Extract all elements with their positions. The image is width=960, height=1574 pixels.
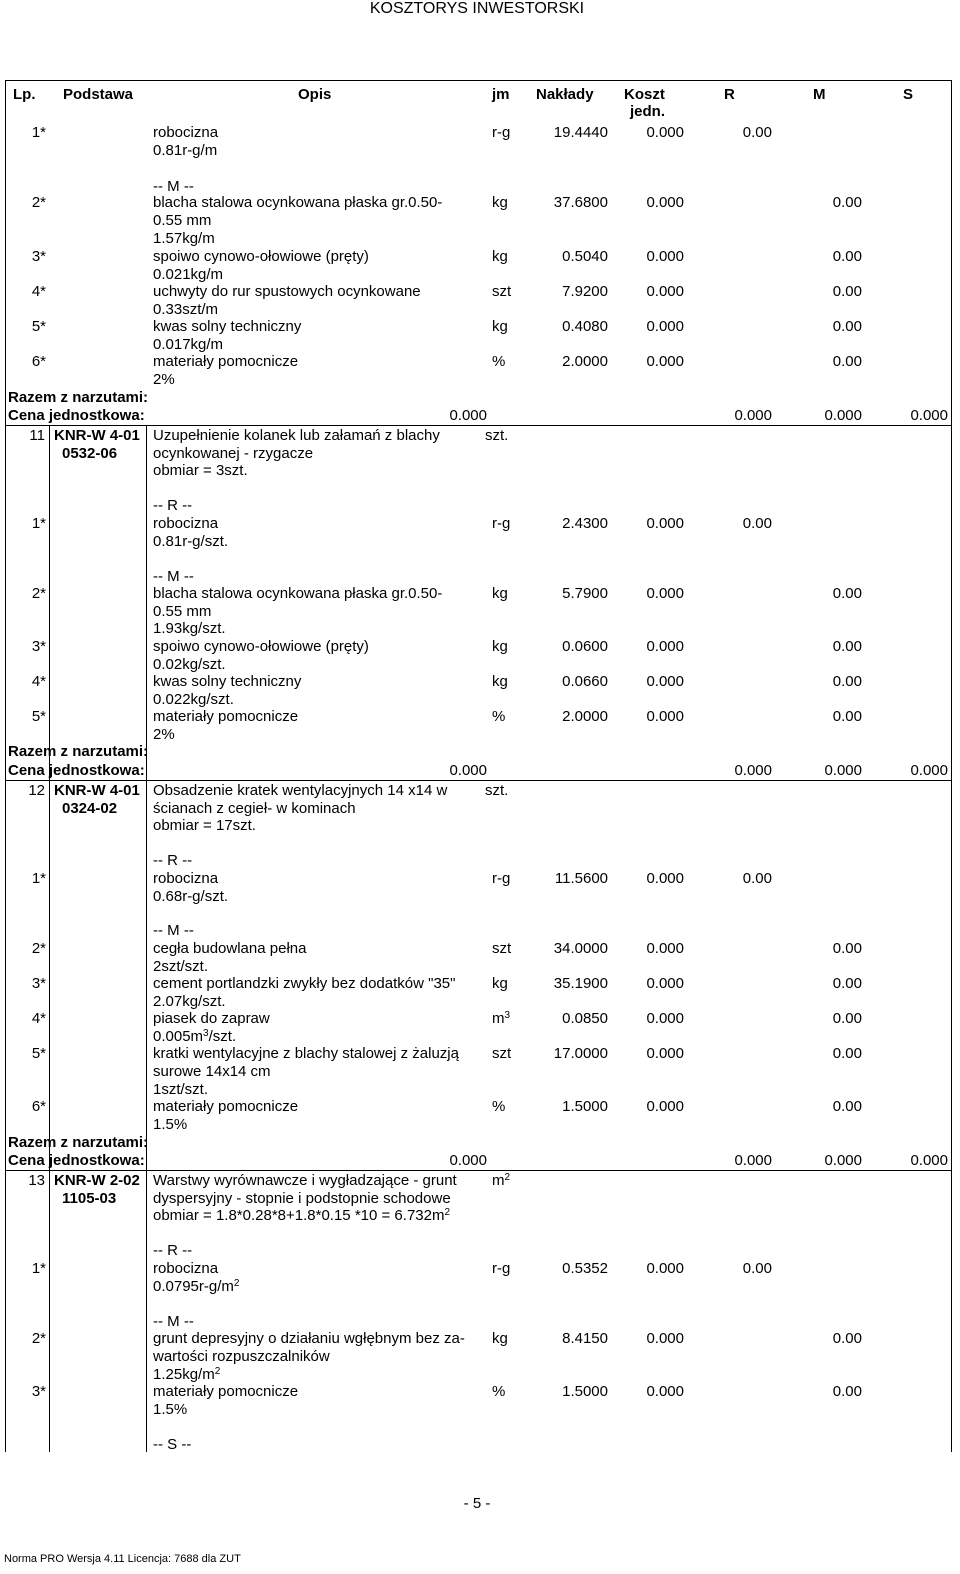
item-unit-cost: 0.000 [646, 318, 684, 335]
superscript: 3 [504, 1010, 511, 1021]
position-number: 13 [28, 1172, 45, 1189]
section-m-label: -- M -- [153, 1313, 194, 1330]
cena-m: 0.000 [824, 407, 862, 424]
item-unit [492, 1010, 510, 1028]
item-r-value: 0.00 [742, 124, 772, 141]
item-norm [153, 1366, 220, 1384]
item-unit-cost: 0.000 [646, 870, 684, 887]
unit-base: m [492, 1010, 505, 1027]
cena-label: Cena jednostkowa: [8, 762, 145, 779]
item-unit: kg [492, 673, 508, 690]
item-unit: r-g [492, 870, 511, 887]
item-description: spoiwo cynowo-ołowiowe (pręty) [153, 638, 369, 655]
superscript: 2 [504, 1172, 511, 1183]
item-unit-cost: 0.000 [646, 708, 684, 725]
item-quantity: 2.0000 [562, 708, 608, 725]
cena-label: Cena jednostkowa: [8, 1152, 145, 1169]
item-description: materiały pomocnicze [153, 1098, 299, 1115]
position-code: KNR-W 4-01 [54, 782, 140, 799]
item-unit: r-g [492, 1260, 511, 1277]
item-norm: 1.93kg/szt. [153, 620, 226, 637]
item-norm: 0.021kg/m [153, 266, 224, 283]
cena-s: 0.000 [910, 407, 948, 424]
item-m-value: 0.00 [832, 708, 862, 725]
item-quantity: 1.5000 [562, 1383, 608, 1400]
item-description: robocizna [153, 124, 219, 141]
item-quantity: 0.0600 [562, 638, 608, 655]
item-quantity: 0.0850 [562, 1010, 608, 1027]
item-unit: kg [492, 194, 508, 211]
item-norm: 0.81r-g/szt. [153, 533, 229, 550]
item-quantity: 0.5040 [562, 248, 608, 265]
position-code-detail: 0324-02 [62, 800, 118, 817]
item-description: grunt depresyjny o działaniu wgłębnym bez za- [153, 1330, 465, 1347]
item-quantity: 0.0660 [562, 673, 608, 690]
item-unit-cost: 0.000 [646, 1260, 684, 1277]
item-norm: 1.57kg/m [153, 230, 215, 247]
item-norm: 0.02kg/szt. [153, 656, 226, 673]
item-unit: % [492, 353, 506, 370]
position-measurement: obmiar = 17szt. [153, 817, 256, 834]
razem-label: Razem z narzutami: [8, 743, 149, 760]
item-m-value: 0.00 [832, 1330, 862, 1347]
item-quantity: 2.4300 [562, 515, 608, 532]
col-opis: Opis [298, 86, 332, 103]
item-unit: r-g [492, 515, 511, 532]
item-unit-cost: 0.000 [646, 673, 684, 690]
item-lp: 6* [31, 1098, 46, 1115]
column-divider [49, 425, 50, 1452]
item-unit-cost: 0.000 [646, 585, 684, 602]
item-m-value: 0.00 [832, 353, 862, 370]
item-lp: 1* [31, 1260, 46, 1277]
item-norm: 0.68r-g/szt. [153, 888, 229, 905]
item-description: blacha stalowa ocynkowana płaska gr.0.50- [153, 194, 443, 211]
item-quantity: 1.5000 [562, 1098, 608, 1115]
item-norm: 2szt/szt. [153, 958, 209, 975]
item-norm-value: 1.25kg/m [153, 1366, 215, 1383]
position-number: 12 [28, 782, 45, 799]
item-unit-cost: 0.000 [646, 194, 684, 211]
item-description: piasek do zapraw [153, 1010, 270, 1027]
position-unit: szt. [485, 782, 509, 799]
item-lp: 2* [31, 194, 46, 211]
item-norm: 1szt/szt. [153, 1081, 209, 1098]
position-measurement: obmiar = 3szt. [153, 462, 248, 479]
item-m-value: 0.00 [832, 283, 862, 300]
section-r-label: -- R -- [153, 1242, 193, 1259]
item-quantity: 5.7900 [562, 585, 608, 602]
col-m: M [813, 86, 826, 103]
item-r-value: 0.00 [742, 870, 772, 887]
item-quantity: 0.4080 [562, 318, 608, 335]
position-description: ścianach z cegieł- w kominach [153, 800, 356, 817]
item-lp: 1* [31, 870, 46, 887]
item-norm: 0.33szt/m [153, 301, 219, 318]
page-number: - 5 - [463, 1495, 491, 1512]
item-unit-cost: 0.000 [646, 248, 684, 265]
section-s-label: -- S -- [153, 1436, 192, 1453]
item-unit: kg [492, 318, 508, 335]
position-description: Warstwy wyrównawcze i wygładzające - grunt [153, 1172, 457, 1189]
item-lp: 2* [31, 940, 46, 957]
col-koszt-jedn: jedn. [630, 103, 666, 120]
position-unit [492, 1172, 510, 1190]
item-unit-cost: 0.000 [646, 1098, 684, 1115]
row-divider [5, 780, 952, 781]
item-lp: 6* [31, 353, 46, 370]
item-lp: 4* [31, 1010, 46, 1027]
position-code: KNR-W 4-01 [54, 427, 140, 444]
cena-m: 0.000 [824, 762, 862, 779]
item-unit: szt [492, 283, 512, 300]
item-m-value: 0.00 [832, 318, 862, 335]
page-header: KOSZTORYS INWESTORSKI [369, 0, 585, 17]
item-unit-cost: 0.000 [646, 353, 684, 370]
item-unit: kg [492, 638, 508, 655]
item-norm: 0.017kg/m [153, 336, 224, 353]
item-unit: kg [492, 248, 508, 265]
item-norm [153, 1278, 239, 1296]
item-quantity: 17.0000 [553, 1045, 608, 1062]
item-norm-unit: /szt. [208, 1028, 237, 1045]
item-r-value: 0.00 [742, 515, 772, 532]
superscript: 2 [214, 1366, 221, 1377]
item-quantity: 2.0000 [562, 353, 608, 370]
cena-s: 0.000 [910, 1152, 948, 1169]
cena-total: 0.000 [449, 1152, 487, 1169]
unit-base: m [492, 1172, 505, 1189]
item-unit-cost: 0.000 [646, 1383, 684, 1400]
item-lp: 1* [31, 515, 46, 532]
item-description: cement portlandzki zwykły bez dodatków "35" [153, 975, 456, 992]
row-divider [5, 425, 952, 426]
item-unit: % [492, 708, 506, 725]
cena-r: 0.000 [734, 407, 772, 424]
section-m-label: -- M -- [153, 178, 194, 195]
item-m-value: 0.00 [832, 975, 862, 992]
position-code: KNR-W 2-02 [54, 1172, 140, 1189]
item-description: robocizna [153, 1260, 219, 1277]
item-quantity: 0.5352 [562, 1260, 608, 1277]
item-quantity: 11.5600 [554, 870, 608, 887]
item-unit-cost: 0.000 [646, 1045, 684, 1062]
item-description: materiały pomocnicze [153, 1383, 299, 1400]
superscript: 2 [233, 1278, 240, 1289]
col-naklady: Nakłady [536, 86, 594, 103]
col-s: S [903, 86, 914, 103]
item-quantity: 35.1900 [553, 975, 608, 992]
position-description: Obsadzenie kratek wentylacyjnych 14 x14 w [153, 782, 448, 799]
section-m-label: -- M -- [153, 568, 194, 585]
item-lp: 2* [31, 585, 46, 602]
col-r: R [724, 86, 735, 103]
item-description: kratki wentylacyjne z blachy stalowej z żaluzją [153, 1045, 459, 1062]
item-lp: 3* [31, 248, 46, 265]
item-m-value: 0.00 [832, 638, 862, 655]
item-unit-cost: 0.000 [646, 1010, 684, 1027]
item-lp: 3* [31, 975, 46, 992]
item-norm: 1.5% [153, 1401, 188, 1418]
col-koszt: Koszt [624, 86, 665, 103]
position-description: ocynkowanej - rzygacze [153, 445, 314, 462]
item-norm: 1.5% [153, 1116, 188, 1133]
position-description: Uzupełnienie kolanek lub załamań z blachy [153, 427, 440, 444]
item-lp: 5* [31, 318, 46, 335]
col-lp: Lp. [13, 86, 36, 103]
item-norm-value: 0.005m [153, 1028, 204, 1045]
item-m-value: 0.00 [832, 248, 862, 265]
section-r-label: -- R -- [153, 852, 193, 869]
item-description: kwas solny techniczny [153, 318, 302, 335]
item-lp: 3* [31, 638, 46, 655]
position-code-detail: 1105-03 [62, 1190, 117, 1207]
item-description: robocizna [153, 515, 219, 532]
item-norm: 2.07kg/szt. [153, 993, 226, 1010]
item-lp: 2* [31, 1330, 46, 1347]
position-code-detail: 0532-06 [62, 445, 118, 462]
item-lp: 1* [31, 124, 46, 141]
item-norm: 2% [153, 371, 175, 388]
item-description: uchwyty do rur spustowych ocynkowane [153, 283, 421, 300]
table-top-border [5, 80, 952, 81]
item-m-value: 0.00 [832, 1383, 862, 1400]
item-unit: % [492, 1383, 506, 1400]
item-unit-cost: 0.000 [646, 940, 684, 957]
superscript: 3 [203, 1028, 209, 1039]
item-m-value: 0.00 [832, 1045, 862, 1062]
cena-r: 0.000 [734, 1152, 772, 1169]
item-unit-cost: 0.000 [646, 515, 684, 532]
item-norm: 0.55 mm [153, 603, 212, 620]
item-description: blacha stalowa ocynkowana płaska gr.0.50- [153, 585, 443, 602]
item-unit-cost: 0.000 [646, 975, 684, 992]
item-m-value: 0.00 [832, 194, 862, 211]
item-norm-value: 0.0795r-g/m [153, 1278, 234, 1295]
razem-label: Razem z narzutami: [8, 389, 149, 406]
cena-total: 0.000 [449, 762, 487, 779]
item-unit-cost: 0.000 [646, 124, 684, 141]
item-unit: kg [492, 585, 508, 602]
item-lp: 3* [31, 1383, 46, 1400]
item-quantity: 37.6800 [553, 194, 608, 211]
superscript: 2 [444, 1207, 451, 1218]
item-m-value: 0.00 [832, 585, 862, 602]
item-description: robocizna [153, 870, 219, 887]
item-quantity: 19.4440 [553, 124, 608, 141]
measurement-text: obmiar = 1.8*0.28*8+1.8*0.15 *10 = 6.732m [153, 1207, 445, 1224]
item-unit-cost: 0.000 [646, 638, 684, 655]
cena-label: Cena jednostkowa: [8, 407, 145, 424]
item-quantity: 34.0000 [553, 940, 608, 957]
position-unit: szt. [485, 427, 509, 444]
item-description: materiały pomocnicze [153, 708, 299, 725]
position-number: 11 [29, 427, 45, 444]
item-r-value: 0.00 [742, 1260, 772, 1277]
item-description: spoiwo cynowo-ołowiowe (pręty) [153, 248, 369, 265]
item-lp: 5* [31, 1045, 46, 1062]
item-m-value: 0.00 [832, 673, 862, 690]
item-unit: kg [492, 1330, 508, 1347]
item-unit: r-g [492, 124, 511, 141]
item-description: kwas solny techniczny [153, 673, 302, 690]
item-norm: 0.022kg/szt. [153, 691, 234, 708]
item-description: surowe 14x14 cm [153, 1063, 271, 1080]
item-lp: 5* [31, 708, 46, 725]
item-quantity: 7.9200 [562, 283, 608, 300]
row-divider [5, 1170, 952, 1171]
item-unit: szt [492, 1045, 512, 1062]
section-m-label: -- M -- [153, 922, 194, 939]
item-description: wartości rozpuszczalników [153, 1348, 330, 1365]
item-norm [153, 1028, 236, 1046]
item-norm: 2% [153, 726, 175, 743]
cena-s: 0.000 [910, 762, 948, 779]
item-norm: 0.55 mm [153, 212, 212, 229]
col-jm: jm [492, 86, 510, 103]
item-m-value: 0.00 [832, 1010, 862, 1027]
item-unit: szt [492, 940, 512, 957]
item-description: cegła budowlana pełna [153, 940, 307, 957]
item-m-value: 0.00 [832, 940, 862, 957]
item-norm: 0.81r-g/m [153, 142, 218, 159]
item-unit-cost: 0.000 [646, 1330, 684, 1347]
item-m-value: 0.00 [832, 1098, 862, 1115]
item-lp: 4* [31, 673, 46, 690]
cena-m: 0.000 [824, 1152, 862, 1169]
footer-license: Norma PRO Wersja 4.11 Licencja: 7688 dla ZUT [4, 1553, 241, 1565]
cena-r: 0.000 [734, 762, 772, 779]
position-measurement [153, 1207, 450, 1225]
table-right-border [951, 80, 952, 1452]
item-unit: % [492, 1098, 506, 1115]
item-description: materiały pomocnicze [153, 353, 299, 370]
item-unit: kg [492, 975, 508, 992]
razem-label: Razem z narzutami: [8, 1134, 149, 1151]
col-podstawa: Podstawa [63, 86, 134, 103]
item-quantity: 8.4150 [562, 1330, 608, 1347]
item-unit-cost: 0.000 [646, 283, 684, 300]
position-description: dyspersyjny - stopnie i podstopnie schodowe [153, 1190, 451, 1207]
cena-total: 0.000 [449, 407, 487, 424]
column-divider [146, 425, 147, 1452]
item-lp: 4* [31, 283, 46, 300]
section-r-label: -- R -- [153, 497, 193, 514]
